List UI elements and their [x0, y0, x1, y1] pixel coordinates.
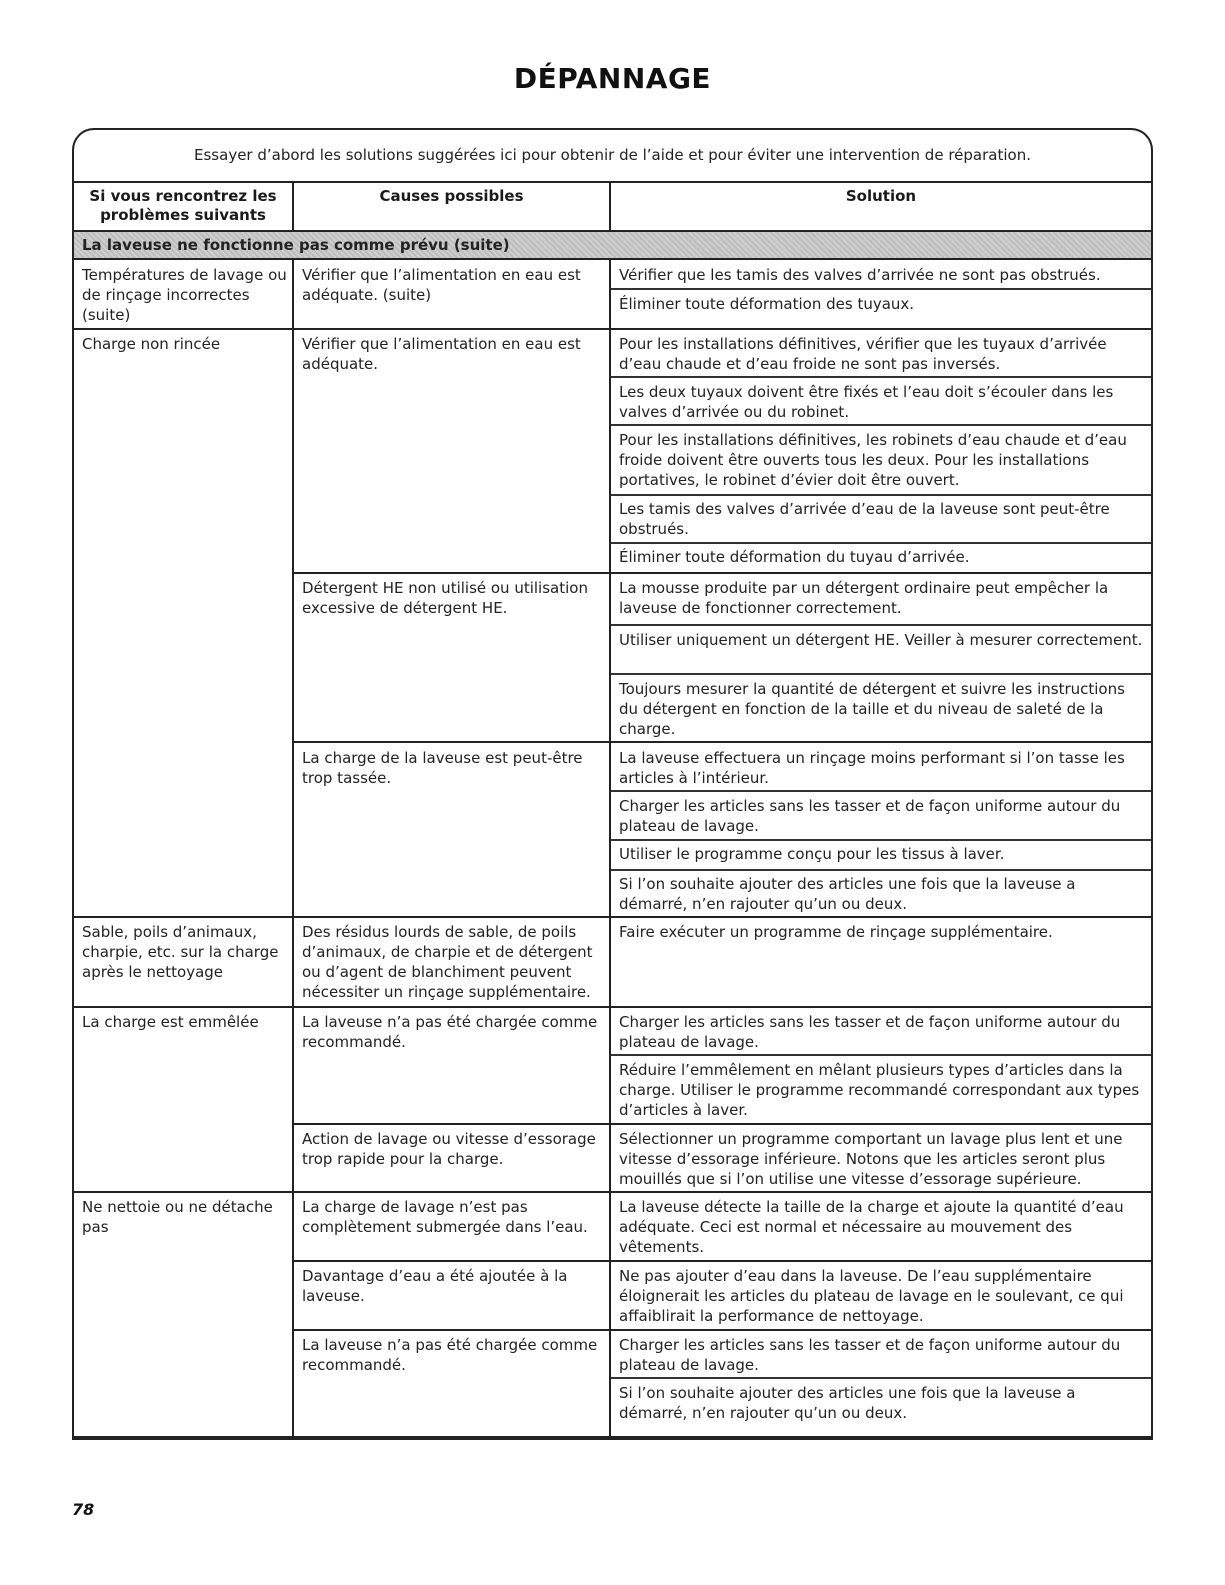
solution-divider	[611, 288, 1151, 290]
cause-cell: Détergent HE non utilisé ou utilisation excessive de détergent HE.	[302, 579, 588, 617]
solution-cell: Réduire l’emmêlement en mêlant plusieurs types d’articles dans la charge. Utiliser le programme recommandé correspondant aux types d’articles à laver.	[619, 1061, 1140, 1119]
cause-cell: Vérifier que l’alimentation en eau est adéquate.	[302, 335, 581, 373]
solution-divider	[611, 673, 1151, 675]
solution-cell: Toujours mesurer la quantité de détergent et suivre les instructions du détergent en fonction de la taille et du niveau de saleté de la charge.	[619, 680, 1125, 738]
solution-cell: Pour les installations définitives, vérifier que les tuyaux d’arrivée d’eau chaude et d’eau froide ne sont pas inversés.	[619, 335, 1107, 373]
header-causes: Causes possibles	[294, 183, 611, 230]
solution-cell: Sélectionner un programme comportant un lavage plus lent et une vitesse d’essorage inférieure. Notons que les articles seront plus mouillés que si l’on utilise une vitesse d’essorage supérieure.	[619, 1130, 1123, 1188]
solution-cell: Les deux tuyaux doivent être fixés et l’eau doit s’écouler dans les valves d’arrivée ou du robinet.	[619, 383, 1114, 421]
solution-divider	[611, 542, 1151, 544]
problem-cell: Charge non rincée	[82, 335, 221, 353]
cause-cell: Des résidus lourds de sable, de poils d’animaux, de charpie et de détergent ou d’agent de blanchiment peuvent nécessiter un rinçage supplémentaire.	[302, 923, 593, 1001]
problem-cell: Températures de lavage ou de rinçage incorrectes (suite)	[82, 266, 287, 324]
solution-divider	[611, 1054, 1151, 1056]
row-divider	[74, 916, 1151, 918]
cause-divider	[294, 1329, 1151, 1331]
page-number: 78	[72, 1500, 95, 1519]
solution-divider	[611, 869, 1151, 871]
solution-cell: Les tamis des valves d’arrivée d’eau de la laveuse sont peut-être obstrués.	[619, 500, 1110, 538]
col-divider-2	[609, 260, 611, 1440]
solution-cell: Faire exécuter un programme de rinçage supplémentaire.	[619, 923, 1053, 941]
problem-cell: Ne nettoie ou ne détache pas	[82, 1198, 273, 1236]
cause-divider	[294, 1123, 1151, 1125]
troubleshooting-table	[72, 181, 1153, 1438]
section-band	[74, 230, 1151, 260]
cause-divider	[294, 1260, 1151, 1262]
solution-cell: La laveuse effectuera un rinçage moins performant si l’on tasse les articles à l’intérieur.	[619, 749, 1125, 787]
cause-cell: La charge de lavage n’est pas complètement submergée dans l’eau.	[302, 1198, 588, 1236]
solution-cell: Si l’on souhaite ajouter des articles une fois que la laveuse a démarré, n’en rajouter qu’un ou deux.	[619, 1384, 1076, 1422]
solution-divider	[611, 424, 1151, 426]
solution-cell: La mousse produite par un détergent ordinaire peut empêcher la laveuse de fonctionner correctement.	[619, 579, 1109, 617]
section-title: La laveuse ne fonctionne pas comme prévu (suite)	[82, 236, 510, 254]
cause-cell: La laveuse n’a pas été chargée comme recommandé.	[302, 1013, 598, 1051]
cause-cell: La laveuse n’a pas été chargée comme recommandé.	[302, 1336, 598, 1374]
row-divider	[74, 1191, 1151, 1193]
problem-cell: La charge est emmêlée	[82, 1013, 259, 1031]
problem-cell: Sable, poils d’animaux, charpie, etc. sur la charge après le nettoyage	[82, 923, 279, 981]
solution-cell: Vérifier que les tamis des valves d’arrivée ne sont pas obstrués.	[619, 266, 1101, 284]
cause-cell: Action de lavage ou vitesse d’essorage trop rapide pour la charge.	[302, 1130, 596, 1168]
solution-cell: Éliminer toute déformation du tuyau d’arrivée.	[619, 548, 970, 566]
solution-cell: Charger les articles sans les tasser et de façon uniforme autour du plateau de lavage.	[619, 1013, 1121, 1051]
solution-cell: Si l’on souhaite ajouter des articles une fois que la laveuse a démarré, n’en rajouter qu’un ou deux.	[619, 875, 1076, 913]
solution-divider	[611, 376, 1151, 378]
solution-divider	[611, 624, 1151, 626]
cause-divider	[294, 741, 1151, 743]
solution-cell: Pour les installations définitives, les robinets d’eau chaude et d’eau froide doivent être ouverts tous les deux. Pour les installations portatives, le robinet d’évier doit être ouvert.	[619, 431, 1127, 489]
solution-cell: Utiliser le programme conçu pour les tissus à laver.	[619, 845, 1005, 863]
col-divider-1	[292, 260, 294, 1440]
row-divider	[74, 328, 1151, 330]
solution-cell: Ne pas ajouter d’eau dans la laveuse. De l’eau supplémentaire éloignerait les articles du plateau de lavage en le soulevant, ce qui affaiblirait la performance de nettoyage.	[619, 1267, 1124, 1325]
cause-cell: Davantage d’eau a été ajoutée à la laveuse.	[302, 1267, 568, 1305]
solution-cell: Éliminer toute déformation des tuyaux.	[619, 295, 915, 313]
cause-cell: Vérifier que l’alimentation en eau est adéquate. (suite)	[302, 266, 581, 304]
solution-divider	[611, 494, 1151, 496]
header-solution: Solution	[845, 187, 917, 205]
cause-cell: La charge de la laveuse est peut-être trop tassée.	[302, 749, 583, 787]
solution-divider	[611, 790, 1151, 792]
intro-text: Essayer d’abord les solutions suggérées ici pour obtenir de l’aide et pour éviter une intervention de réparation.	[194, 146, 1031, 164]
page-title: DÉPANNAGE	[513, 62, 712, 95]
solution-cell: Charger les articles sans les tasser et de façon uniforme autour du plateau de lavage.	[619, 797, 1121, 835]
solution-divider	[611, 839, 1151, 841]
header-problem: Si vous rencontrez les problèmes suivants	[74, 183, 294, 230]
row-divider	[74, 1006, 1151, 1008]
solution-divider	[611, 1377, 1151, 1379]
solution-cell: La laveuse détecte la taille de la charge et ajoute la quantité d’eau adéquate. Ceci est normal et nécessaire au mouvement des vêtements.	[619, 1198, 1124, 1256]
cause-divider	[294, 572, 1151, 574]
solution-cell: Utiliser uniquement un détergent HE. Veiller à mesurer correctement.	[619, 631, 1143, 649]
solution-cell: Charger les articles sans les tasser et de façon uniforme autour du plateau de lavage.	[619, 1336, 1121, 1374]
